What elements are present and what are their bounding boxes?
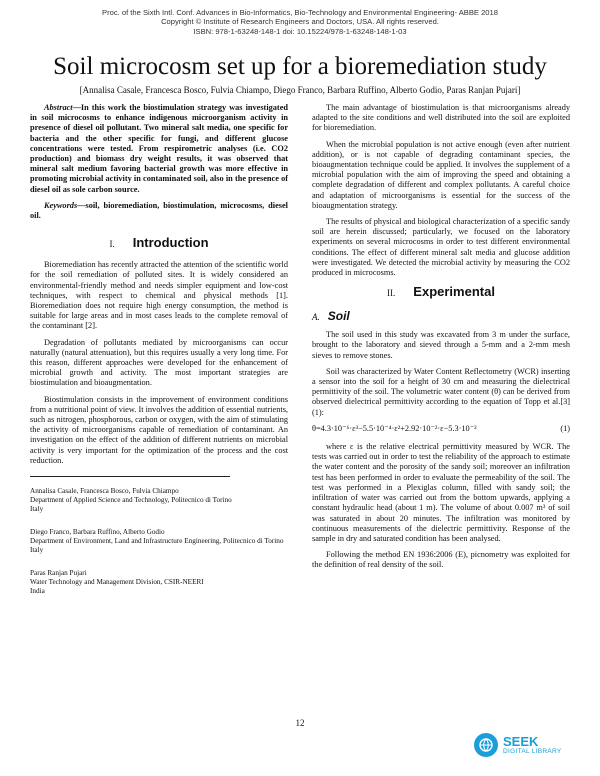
equation-formula: θ=4.3·10⁻⁶·ε³−5.5·10⁻⁴·ε²+2.92·10⁻²·ε−5.3·10⁻²	[312, 423, 477, 433]
intro-paragraph-6: The results of physical and biological characterization of a specific sandy soil are herein discussed; particularly, we focused on the laboratory experiments on several microcosms in order to test different environmental conditions. The effect of different mineral salt media and glucose addition were investigated. We detected the microbial activity by measuring the CO2 produced in microcosms.	[312, 217, 570, 278]
seek-name: SEEK	[503, 733, 539, 749]
section-title: Introduction	[132, 235, 209, 251]
topp-equation	[312, 424, 570, 434]
subsection-heading-soil	[312, 309, 570, 324]
abstract	[30, 103, 288, 195]
section-number: II.	[387, 288, 396, 299]
author-list: [Annalisa Casale, Francesca Bosco, Fulvia Chiampo, Diego Franco, Barbara Ruffino, Alberto Godio, Paras Ranjan Pujari]	[79, 85, 521, 95]
abstract-label: Abstract	[44, 103, 73, 112]
soil-paragraph-2: Soil was characterized by Water Content Reflectometry (WCR) inserting a sensor into the soil for a height of 30 cm and measuring the dielectrical permittivity of the soil. The volumetric water content (θ) can be derived from observed dielectrical permittivity according to the equation of Topp et al.[3](1):	[312, 366, 570, 417]
section-heading-introduction	[30, 235, 288, 252]
keywords	[30, 201, 288, 221]
page-number: 12	[295, 718, 305, 728]
intro-paragraph-3: Biostimulation consists in the improvement of environment conditions from a nutritional point of view. It involves the addition of essential nutrients, such as nitrogen, phosphorous, carbon or oxygen, with the aim of stimulating the activity of microorganisms capable of remediation of contaminant. An investigation on the effect of the addition of different nutrients on microbial activity is very important for the optimization of the process and the cost reduction.	[30, 394, 288, 465]
intro-paragraph-2: Degradation of pollutants mediated by microorganisms can occur naturally (natural attenuation), but this requires usually a very long time. For this reason, different approaches were developed for the enhancement of microbial growth and activity. The most important strategies are biostimulation and bioaugmentation.	[30, 337, 288, 388]
intro-paragraph-4: The main advantage of biostimulation is that microorganisms already adapted to the site conditions and well distributed into the soil are exploited for bioremediation.	[312, 103, 570, 133]
affiliation-names: Annalisa Casale, Francesca Bosco, Fulvia Chiampo	[30, 487, 179, 496]
affiliation-country: India	[30, 587, 45, 596]
affiliation-names: Paras Ranjan Pujari	[30, 569, 87, 578]
affiliation-dept: Department of Applied Science and Technology, Politecnico di Torino	[30, 496, 232, 505]
section-heading-experimental	[312, 284, 570, 301]
abstract-text: —In this work the biostimulation strategy was investigated in soil microcosms to enhance indigenous microorganism activity in presence of diesel oil pollutant. Two mineral salt media, one specific for bacteria and the other specific for fungi, and different glucose concentrations were tested. From respirometric analyses (i.e. CO2 production) and biomass dry weight results, it was observed that mineral salt medium favoring bacterial growth was more effective in promoting microbial activity in contaminated soil, also in the presence of diesel oil as sole carbon source.	[30, 103, 288, 194]
paper-title: Soil microcosm set up for a bioremediation study	[53, 53, 547, 80]
affiliation-names: Diego Franco, Barbara Ruffino, Alberto Godio	[30, 528, 165, 537]
right-column	[312, 103, 570, 577]
affiliation-dept: Water Technology and Management Division, CSIR-NEERI	[30, 578, 204, 587]
keywords-label: Keywords	[44, 200, 78, 210]
affiliation-country: Italy	[30, 546, 44, 555]
subsection-letter: A.	[312, 312, 320, 323]
soil-paragraph-1: The soil used in this study was excavated from 3 m under the surface, brought to the laboratory and sieved through a 5-mm and a 2-mm mesh sieves to remove stones.	[312, 330, 570, 360]
affiliation-country: Italy	[30, 505, 44, 514]
conference-header	[0, 8, 600, 36]
seek-logo[interactable]	[474, 725, 584, 765]
header-line-3: ISBN: 978-1-63248-148-1 doi: 10.15224/978-1-63248-148-1-03	[193, 26, 407, 36]
subsection-title: Soil	[327, 309, 350, 324]
section-number: I.	[109, 239, 115, 250]
header-line-1: Proc. of the Sixth Intl. Conf. Advances in Bio-Informatics, Bio-Technology and Environmental Engineering- ABBE 2018	[102, 8, 498, 17]
soil-paragraph-3: where ε is the relative electrical permittivity measured by WCR. The tests was carried out in order to test the reliability of the approach to estimate the water content and the porosity of the sandy soil; moreover an infiltration test has been performed in order to evaluate the permeability of the soil. The test was performed in a Plexiglas column, filled with sandy soil; the infiltration of water was carried out from the bottom upwards, applying a constant hydraulic head (about 1 m). The volume of about 0.007 m³ of soil was saturated in about 20 minutes. The infiltration was monitored by continuous measurements of the dielectric permittivity. Response of the sample in dry and saturated condition has been analysed.	[312, 442, 570, 543]
footnote-divider	[30, 476, 230, 477]
affiliation-3	[30, 569, 288, 596]
affiliation-dept: Department of Environment, Land and Infrastructure Engineering, Politecnico di Torino	[30, 537, 284, 546]
section-title: Experimental	[413, 284, 495, 300]
intro-paragraph-1: Bioremediation has recently attracted the attention of the scientific world for the soil remediation of polluted sites. It is widely considered an environmental-friendly method and needs simpler equipment and low-cost techniques, with respect to chemical and physical methods [1]. Bioremediation does not require high energy consumption, the method is suitable for large areas and in most cases leads to the complete removal of the contaminant [2].	[30, 260, 288, 331]
soil-paragraph-4: Following the method EN 1936:2006 (E), picnometry was exploited for the definition of real density of the soil.	[312, 550, 570, 570]
affiliation-1	[30, 487, 288, 514]
header-line-2: Copyright © Institute of Research Engineers and Doctors, USA. All rights reserved.	[161, 17, 439, 27]
seek-wordmark	[503, 735, 562, 756]
intro-paragraph-5: When the microbial population is not active enough (even after nutrient addition), or is not capable of degrading contaminant species, the bioaugmentation technique could be applied. It involves the supplement of a microbial population with the aim of improving the speed and obtaining a complete degradation of different and complex pollutants. A careful choice and adaptation of microorganisms is essential for the success of the bioaugmentation strategy.	[312, 139, 570, 210]
seek-tagline: DIGITAL LIBRARY	[503, 747, 562, 755]
affiliation-2	[30, 528, 288, 555]
keywords-text: —soil, bioremediation, biostimulation, microcosms, diesel oil.	[30, 200, 288, 221]
seek-globe-icon	[474, 733, 498, 757]
equation-number: (1)	[560, 423, 570, 433]
left-column	[30, 103, 288, 610]
